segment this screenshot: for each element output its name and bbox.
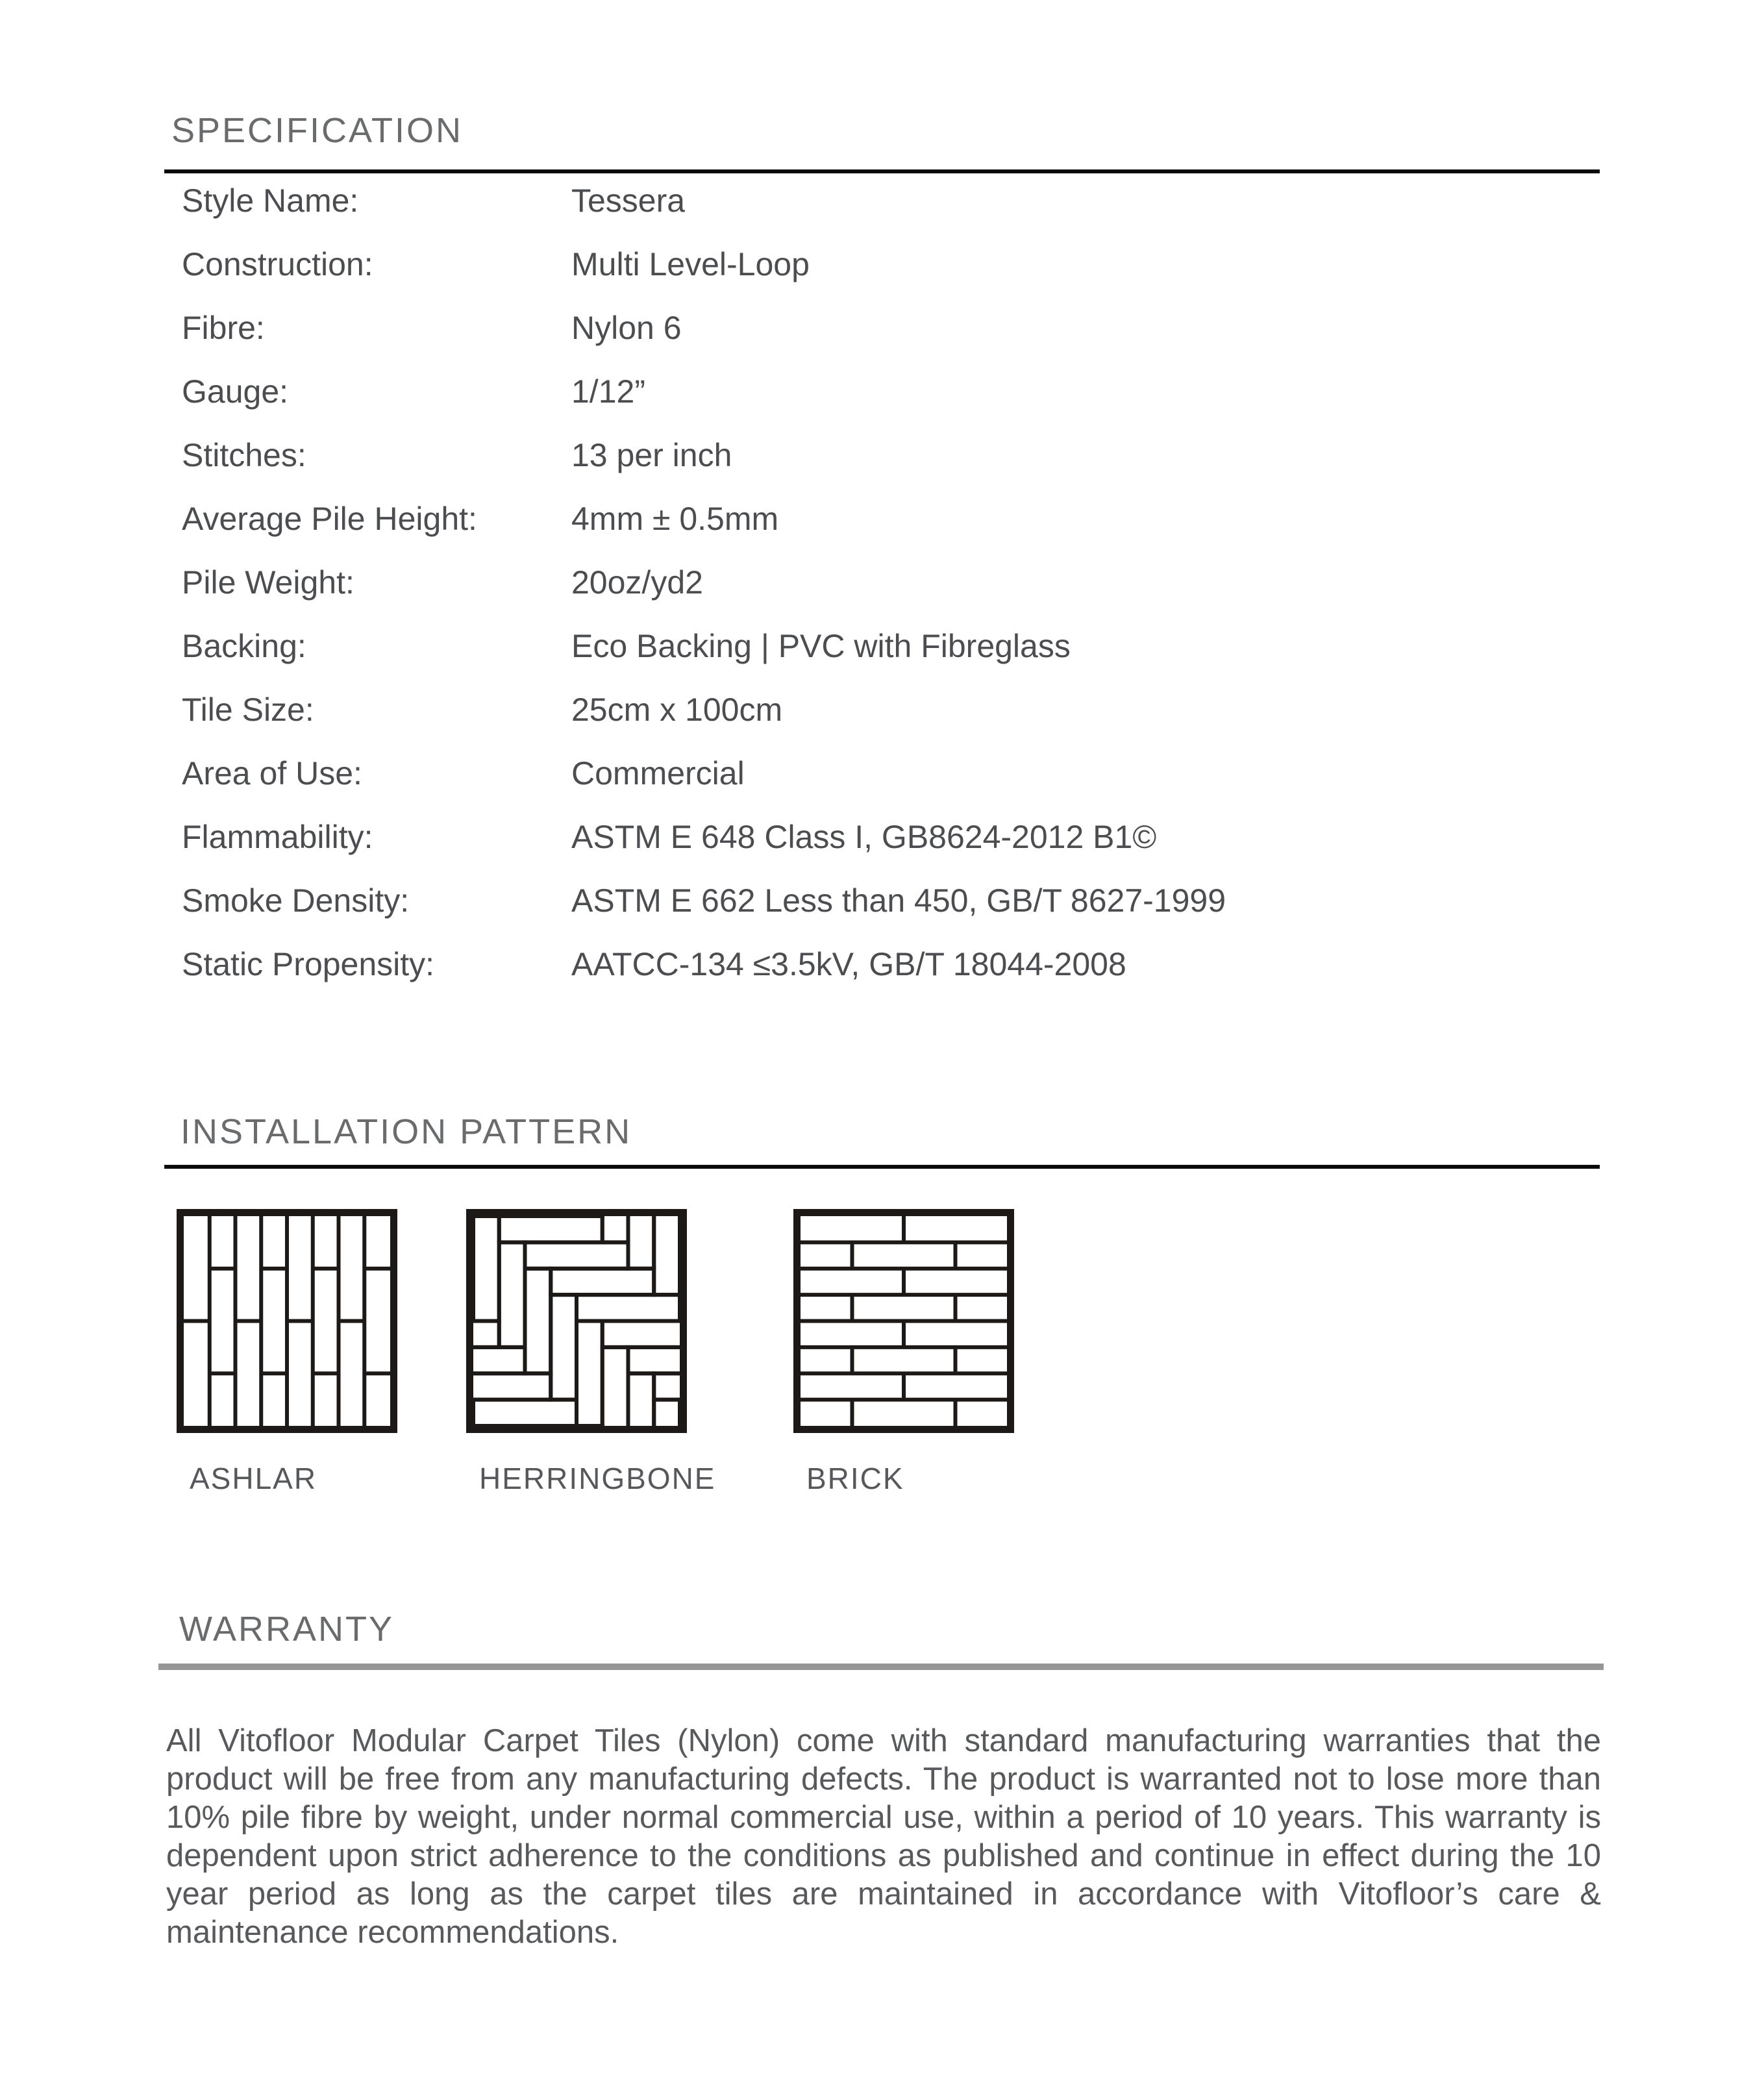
spec-row-label: Style Name: [182, 182, 359, 219]
spec-row-label: Pile Weight: [182, 564, 354, 601]
spec-row [182, 614, 1604, 678]
spec-row [182, 360, 1604, 423]
installation-divider-rule [164, 1165, 1600, 1169]
spec-row-value: Eco Backing | PVC with Fibreglass [571, 628, 1071, 664]
spec-row-value: 25cm x 100cm [571, 692, 783, 728]
spec-row-value: Nylon 6 [571, 310, 682, 346]
spec-row-label: Backing: [182, 628, 306, 664]
spec-row-value: Tessera [571, 182, 686, 219]
spec-row [182, 678, 1604, 742]
brick-pattern-label: BRICK [806, 1462, 904, 1495]
spec-row-value: ASTM E 662 Less than 450, GB/T 8627-1999 [571, 882, 1226, 919]
specification-heading: SPECIFICATION [171, 111, 464, 150]
herringbone-pattern-label: HERRINGBONE [479, 1462, 716, 1495]
spec-row-label: Fibre: [182, 310, 265, 346]
spec-row-value: 13 per inch [571, 437, 732, 473]
spec-row-value: AATCC-134 ≤3.5kV, GB/T 18044-2008 [571, 946, 1126, 982]
spec-row-label: Stitches: [182, 437, 306, 473]
spec-row [182, 296, 1604, 360]
spec-row [182, 551, 1604, 614]
spec-row [182, 232, 1604, 296]
spec-row [182, 423, 1604, 487]
installation-pattern-heading: INSTALLATION PATTERN [180, 1112, 632, 1151]
brick-pattern-diagram [793, 1209, 1014, 1433]
spec-row [182, 169, 1604, 232]
spec-row-label: Construction: [182, 246, 373, 282]
herringbone-pattern-figure [466, 1209, 716, 1495]
ashlar-pattern-figure [177, 1209, 397, 1495]
specification-table [182, 169, 1604, 996]
spec-row-label: Area of Use: [182, 755, 362, 791]
spec-row [182, 932, 1604, 996]
spec-row-label: Static Propensity: [182, 946, 435, 982]
brick-pattern-figure [793, 1209, 1014, 1495]
spec-row-label: Flammability: [182, 819, 373, 855]
warranty-paragraph: All Vitofloor Modular Carpet Tiles (Nylon) come with standard manufacturing warranties that the product will be free from any manufacturing defects. The product is warranted not to lose more than 10% pile fibre by weight, under normal commercial use, within a period of 10 years. This warranty is dependent upon strict adherence to the conditions as published and continue in effect during the 10 year period as long as the carpet tiles are maintained in accordance with Vitofloor’s care & maintenance recommendations. [166, 1723, 1601, 1950]
spec-row-label: Average Pile Height: [182, 501, 477, 537]
herringbone-pattern-diagram [466, 1209, 687, 1433]
spec-row [182, 805, 1604, 869]
ashlar-pattern-label: ASHLAR [190, 1462, 317, 1495]
spec-row-value: Commercial [571, 755, 745, 791]
spec-row [182, 869, 1604, 932]
spec-row-label: Smoke Density: [182, 882, 410, 919]
warranty-heading: WARRANTY [179, 1610, 394, 1649]
spec-row [182, 742, 1604, 805]
spec-row-value: 4mm ± 0.5mm [571, 501, 779, 537]
spec-row-value: 1/12” [571, 373, 645, 410]
spec-row-label: Gauge: [182, 373, 289, 410]
spec-row-label: Tile Size: [182, 692, 314, 728]
spec-row-value: ASTM E 648 Class I, GB8624-2012 B1© [571, 819, 1157, 855]
warranty-divider-rule [158, 1664, 1604, 1670]
spec-row-value: 20oz/yd2 [571, 564, 703, 601]
ashlar-pattern-diagram [177, 1209, 397, 1433]
spec-row-value: Multi Level-Loop [571, 246, 810, 282]
spec-row [182, 487, 1604, 551]
